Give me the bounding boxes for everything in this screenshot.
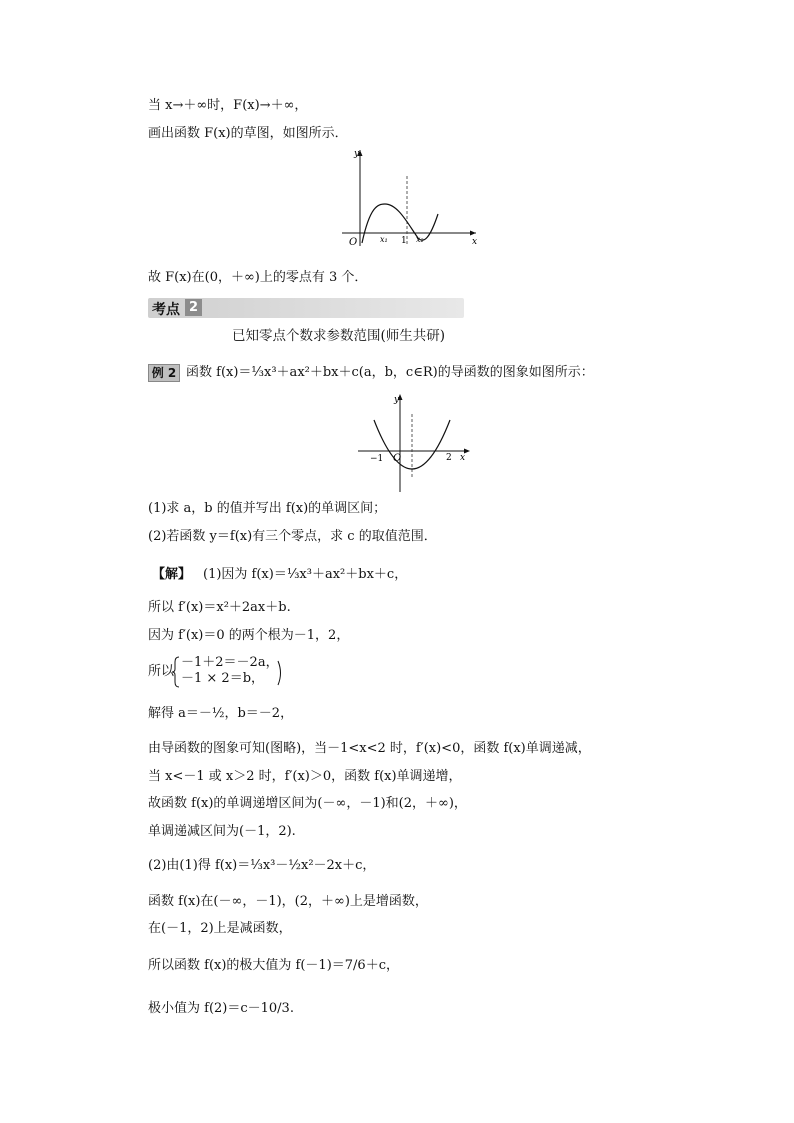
y-axis-label: y: [394, 395, 400, 405]
solution-line: 故函数 f(x)的单调递增区间为(－∞，－1)和(2，＋∞)，: [148, 796, 467, 811]
section-number: 2: [185, 299, 202, 316]
solution-line: (1)因为 f(x)＝⅓x³＋ax²＋bx＋c，: [203, 567, 408, 582]
equation-system: [172, 656, 286, 688]
solution-line: 所以 f′(x)＝x²＋2ax＋b.: [148, 600, 291, 615]
solution-line: 极小值为 f(2)＝c－10/3.: [148, 1001, 294, 1016]
right-paren: [276, 660, 284, 686]
text-line: 画出函数 F(x)的草图，如图所示．: [148, 126, 348, 141]
x2-label: x₂: [416, 235, 424, 244]
origin-label: O: [393, 453, 402, 464]
question-1: (1)求 a，b 的值并写出 f(x)的单调区间；: [148, 501, 387, 516]
x-axis-label: x: [460, 453, 466, 463]
left-brace: [172, 656, 180, 688]
curve: [362, 204, 438, 243]
solution-line: 函数 f(x)在(－∞，－1)，(2，＋∞)上是增函数，: [148, 894, 428, 909]
neg1-label: −1: [370, 454, 384, 464]
equation-1: －1＋2＝－2a，: [181, 655, 279, 670]
section-label: 考点: [152, 302, 180, 318]
question-2: (2)若函数 y＝f(x)有三个零点，求 c 的取值范围．: [148, 529, 437, 544]
section-banner: [148, 298, 464, 318]
solution-line: 单调递减区间为(－1，2).: [148, 824, 296, 839]
y-axis-label: y: [354, 149, 360, 159]
solution-line: 所以: [148, 664, 175, 679]
solution-head: 【解】: [152, 567, 192, 582]
solution-line: 因为 f′(x)＝0 的两个根为－1，2，: [148, 628, 350, 643]
text-line: 当 x→＋∞时，F(x)→＋∞，: [148, 98, 308, 113]
x-axis-label: x: [472, 237, 478, 247]
text-line: 故 F(x)在(0，＋∞)上的零点有 3 个．: [148, 270, 368, 285]
equation-2: －1 × 2＝b，: [181, 671, 265, 686]
solution-line: 解得 a＝－½，b＝－2，: [148, 706, 294, 721]
example-tag: 例 2: [148, 364, 180, 382]
solution-line: 在(－1，2)上是减函数，: [148, 921, 292, 936]
solution-line: 由导函数的图象可知(图略)，当－1<x<2 时，f′(x)<0，函数 f(x)单调递减，: [148, 741, 591, 756]
function-sketch-figure: [340, 146, 480, 250]
two-label: 2: [446, 453, 452, 463]
origin-label: O: [349, 237, 358, 248]
solution-line: (2)由(1)得 f(x)＝⅓x³－½x²－2x＋c，: [148, 858, 376, 873]
section-title: 已知零点个数求参数范围(师生共研): [232, 328, 446, 344]
one-label: 1: [401, 236, 407, 246]
x1-label: x₁: [380, 235, 388, 244]
solution-line: 所以函数 f(x)的极大值为 f(－1)＝7/6＋c，: [148, 958, 399, 973]
derivative-graph-figure: [356, 392, 476, 496]
solution-line: 当 x<－1 或 x＞2 时，f′(x)＞0，函数 f(x)单调递增，: [148, 769, 462, 784]
x-axis-arrow: [470, 231, 476, 236]
example-text: 函数 f(x)＝⅓x³＋ax²＋bx＋c(a，b，c∈R)的导函数的图象如图所示：: [186, 365, 594, 380]
